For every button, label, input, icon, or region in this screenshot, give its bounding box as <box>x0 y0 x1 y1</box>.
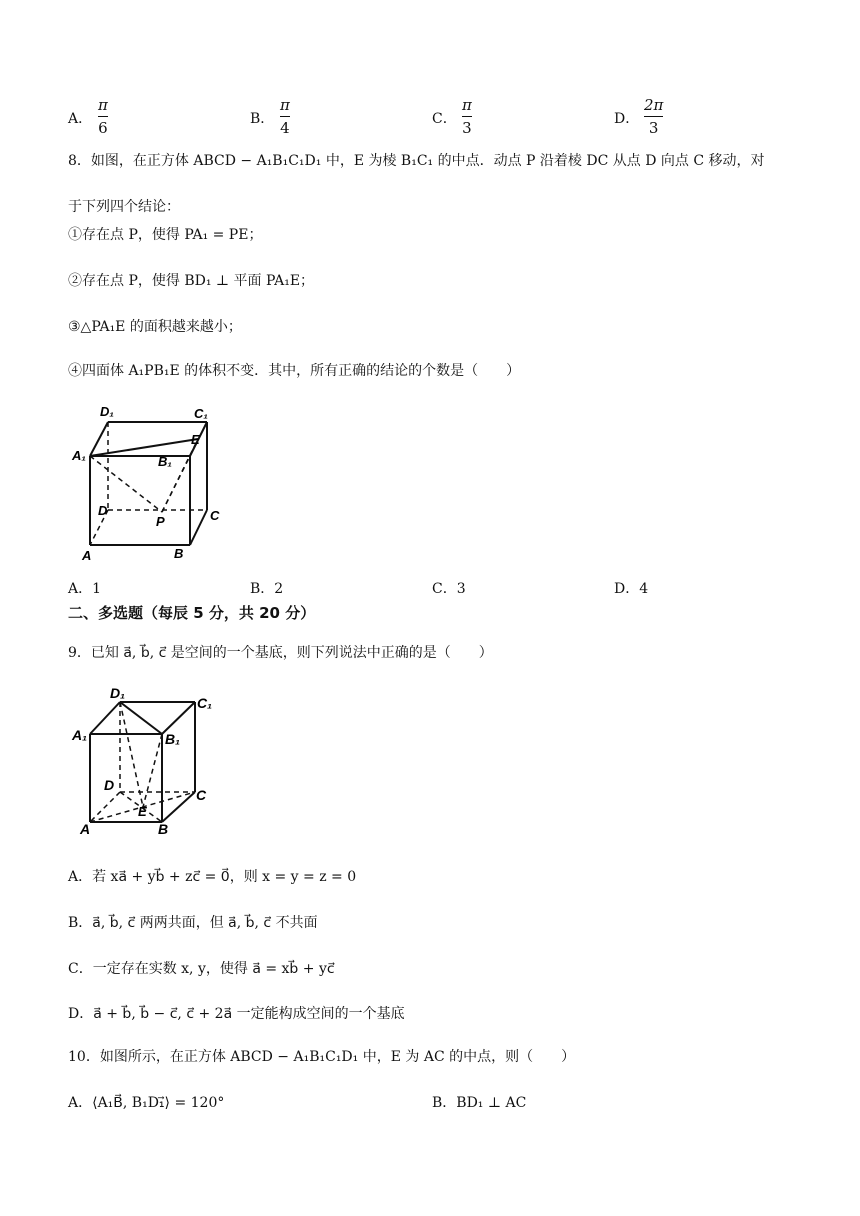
q7-option-b-fraction <box>280 96 290 137</box>
q9-label-a: A <box>80 821 91 837</box>
q9-label-a1: A₁ <box>72 727 88 743</box>
q8-stem-line1: 8．如图，在正方体 ABCD − A₁B₁C₁D₁ 中，E 为棱 B₁C₁ 的中点．动点 P 沿着棱 DC 从点 D 向点 C 移动，对 <box>68 153 765 169</box>
q8-label-c: C <box>210 508 220 523</box>
q7-option-b-numerator: π <box>280 96 290 114</box>
q7-option-a-fraction <box>98 96 108 137</box>
q7-option-a-denominator: 6 <box>98 119 108 137</box>
q7-option-c-denominator: 3 <box>462 119 472 137</box>
q7-option-c-label: C． <box>432 111 457 127</box>
q7-option-c-fraction <box>462 96 472 137</box>
q7-option-b-label: B． <box>250 111 275 127</box>
q8-option-d: D．4 <box>614 581 649 597</box>
q8-label-d1: D₁ <box>100 404 114 419</box>
q8-cube-figure <box>70 400 230 565</box>
q7-option-c-numerator: π <box>462 96 472 114</box>
q8-label-d: D <box>98 503 108 518</box>
q7-option-d-label: D． <box>614 111 640 127</box>
q9-label-c1: C₁ <box>197 695 213 711</box>
q8-label-a: A <box>82 548 92 563</box>
q7-option-d-numerator: 2π <box>644 96 664 114</box>
q8-option-c: C．3 <box>432 581 466 597</box>
q9-option-c: C．一定存在实数 x, y，使得 a⃗ = xb⃗ + yc⃗ <box>68 961 335 977</box>
q7-option-a-numerator: π <box>98 96 108 114</box>
q9-option-a: A．若 xa⃗ + yb⃗ + zc⃗ = 0⃗，则 x = y = z = 0 <box>68 869 357 885</box>
q9-label-c: C <box>196 787 207 803</box>
q7-option-d-denominator: 3 <box>648 119 659 137</box>
q9-label-b: B <box>158 821 169 837</box>
q9-label-b1: B₁ <box>165 731 181 747</box>
q9-label-e: E <box>138 804 147 819</box>
q9-label-d: D <box>104 777 115 793</box>
q10-option-b: B．BD₁ ⊥ AC <box>432 1095 527 1111</box>
q8-conclusion-4: ④四面体 A₁PB₁E 的体积不变．其中，所有正确的结论的个数是（ ） <box>68 363 521 379</box>
q9-label-d1: D₁ <box>110 685 126 701</box>
q9-stem: 9．已知 a⃗, b⃗, c⃗ 是空间的一个基底，则下列说法中正确的是（ ） <box>68 645 493 661</box>
q9-cube-figure <box>70 684 230 839</box>
q8-option-b: B．2 <box>250 581 284 597</box>
q8-label-b1: B₁ <box>158 454 172 469</box>
q8-label-p: P <box>156 514 165 529</box>
q10-option-a: A．⟨A₁B⃗, B₁D₁⃗⟩ = 120° <box>68 1095 225 1111</box>
q7-option-b-denominator: 4 <box>280 119 290 137</box>
q8-label-b: B <box>174 546 184 561</box>
q8-conclusion-1: ①存在点 P，使得 PA₁ = PE； <box>68 227 263 243</box>
q8-label-e: E <box>191 432 200 447</box>
q7-option-a-label: A． <box>68 111 93 127</box>
q8-conclusion-3: ③△PA₁E 的面积越来越小； <box>68 319 242 335</box>
q9-option-d: D．a⃗ + b⃗, b⃗ − c⃗, c⃗ + 2a⃗ 一定能构成空间的一个基底 <box>68 1006 405 1022</box>
q8-label-c1: C₁ <box>194 406 208 421</box>
q9-option-b: B．a⃗, b⃗, c⃗ 两两共面，但 a⃗, b⃗, c⃗ 不共面 <box>68 915 318 931</box>
q7-option-d-fraction <box>644 96 663 137</box>
section-2-heading: 二、多选题（每辰 5 分，共 20 分） <box>68 604 316 622</box>
q8-label-a1: A₁ <box>72 448 86 463</box>
q10-stem: 10．如图所示，在正方体 ABCD − A₁B₁C₁D₁ 中，E 为 AC 的中点，则（ ） <box>68 1049 576 1065</box>
q8-option-a: A．1 <box>68 581 102 597</box>
q8-conclusion-2: ②存在点 P，使得 BD₁ ⊥ 平面 PA₁E； <box>68 273 315 289</box>
q8-stem-line2: 于下列四个结论： <box>68 199 180 215</box>
